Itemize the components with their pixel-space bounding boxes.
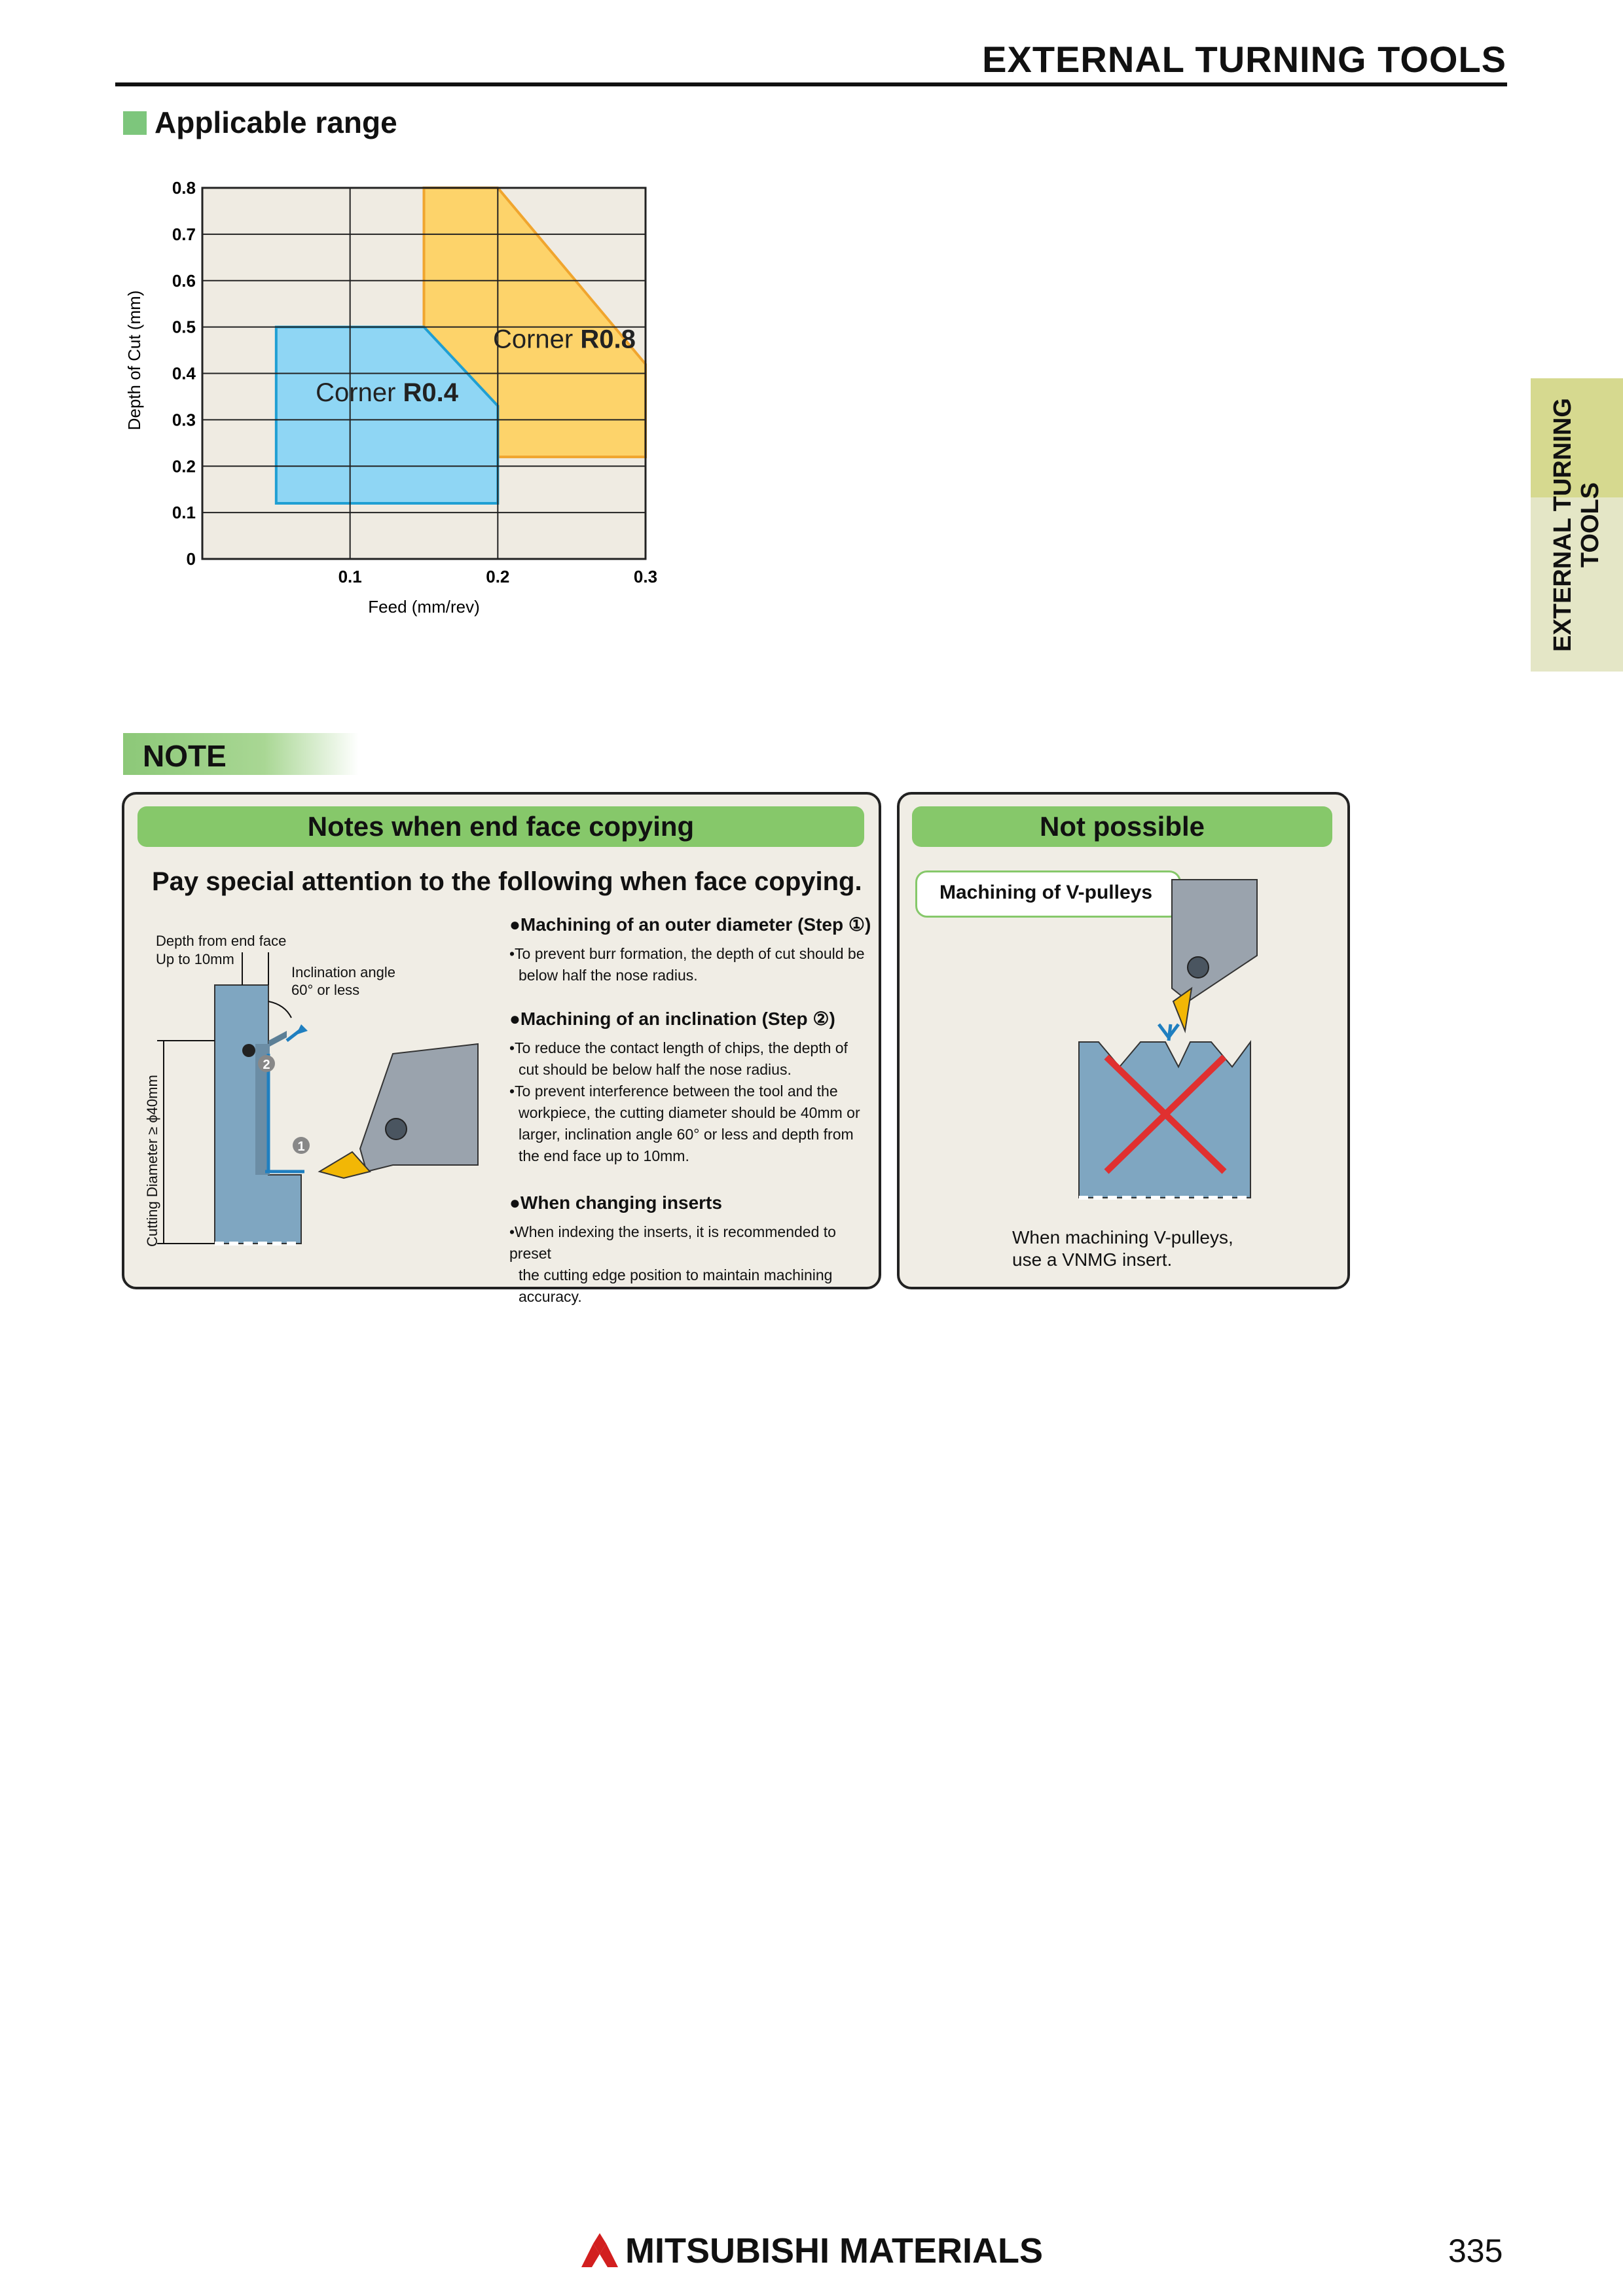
v-pulley-caption (1012, 1227, 1233, 1271)
feed-arrow-stem (1169, 1024, 1171, 1041)
not-possible-title: Not possible (912, 806, 1332, 847)
v-pulley-label: Machining of V-pulleys (939, 882, 1153, 903)
y-tick-label: 0.4 (172, 363, 196, 384)
y-tick-label: 0.1 (172, 503, 196, 523)
y-axis-label: Depth of Cut (mm) (124, 290, 144, 431)
page-header-title: EXTERNAL TURNING TOOLS (982, 39, 1506, 80)
side-tab-label (1549, 398, 1604, 652)
y-tick-label: 0.8 (172, 178, 196, 198)
y-tick-label: 0.6 (172, 270, 196, 291)
step2-arrow (296, 1024, 308, 1035)
mitsubishi-logo-icon (580, 2232, 619, 2269)
applicable-range-chart (118, 170, 694, 628)
end-face-copying-subtitle: Pay special attention to the following when face copying. (152, 867, 862, 896)
depth-label-1: Depth from end face (156, 933, 287, 949)
y-tick-label: 0.5 (172, 317, 196, 337)
note-heading: ●When changing inserts (509, 1193, 722, 1213)
note-line: cut should be below half the nose radius. (519, 1061, 792, 1078)
x-axis-label: Feed (mm/rev) (368, 597, 480, 617)
v-pulley-diagram (1061, 870, 1270, 1211)
diameter-label: Cutting Diameter ≥ ϕ40mm (144, 1075, 160, 1247)
note-line: larger, inclination angle 60° or less and depth from (519, 1126, 854, 1143)
v-tool-holder (1172, 880, 1257, 1001)
note-item-changing-inserts (509, 1193, 876, 1308)
note-item-outer-diameter (509, 914, 876, 1008)
step1-marker-label: 1 (297, 1139, 305, 1154)
note-line: below half the nose radius. (519, 967, 698, 984)
tool-holder (360, 1044, 478, 1172)
page-number: 335 (1448, 2233, 1503, 2269)
note-line: workpiece, the cutting diameter should be 40mm or (519, 1104, 860, 1121)
angle-label-2: 60° or less (291, 982, 360, 998)
inclination-face (268, 1031, 287, 1047)
note-heading: ●Machining of an inclination (Step ②) (509, 1009, 835, 1029)
note-line: •To prevent burr formation, the depth of cut should be (509, 945, 865, 962)
note-item-inclination (509, 1008, 876, 1193)
section-square-icon (123, 111, 147, 135)
y-tick-label: 0.2 (172, 456, 196, 476)
note-heading: ●Machining of an outer diameter (Step ①) (509, 914, 871, 935)
note-tag-label: NOTE (143, 739, 227, 773)
angle-arc (268, 1001, 291, 1018)
y-tick-label: 0 (186, 549, 196, 569)
caption-line-1: When machining V-pulleys, (1012, 1227, 1233, 1247)
step2-marker-label: 2 (263, 1058, 270, 1072)
notes-list (509, 914, 876, 1308)
note-line: the end face up to 10mm. (519, 1147, 689, 1164)
clamp-screw (386, 1119, 407, 1139)
v-pulley-workpiece (1079, 1042, 1250, 1198)
side-tab-line1: EXTERNAL TURNING (1549, 398, 1577, 652)
section-title: Applicable range (155, 105, 397, 139)
note-tag (123, 733, 359, 775)
face-copying-diagram (144, 913, 498, 1253)
y-tick-label: 0.3 (172, 410, 196, 430)
note-line: •To prevent interference between the tool and the (509, 1083, 838, 1100)
v-insert (1173, 988, 1192, 1031)
angle-label-1: Inclination angle (291, 964, 396, 980)
y-tick-label: 0.7 (172, 224, 196, 244)
start-point (242, 1044, 255, 1057)
series-label: Corner R0.4 (316, 378, 459, 408)
note-line: •When indexing the inserts, it is recommended to preset (509, 1223, 836, 1262)
v-clamp-screw (1188, 957, 1209, 978)
note-line: •To reduce the contact length of chips, the depth of (509, 1039, 848, 1056)
footer-brand: MITSUBISHI MATERIALS (625, 2231, 1043, 2270)
x-tick-label: 0.2 (486, 567, 510, 586)
side-tab-line2: TOOLS (1577, 482, 1604, 568)
series-label: Corner R0.8 (492, 325, 636, 354)
caption-line-2: use a VNMG insert. (1012, 1249, 1173, 1270)
depth-label-2: Up to 10mm (156, 951, 234, 967)
x-tick-label: 0.1 (338, 567, 362, 586)
x-tick-label: 0.3 (633, 567, 658, 586)
end-face-copying-title: Notes when end face copying (137, 806, 864, 847)
note-line: the cutting edge position to maintain machining accuracy. (519, 1266, 833, 1305)
header-rule (115, 82, 1507, 86)
